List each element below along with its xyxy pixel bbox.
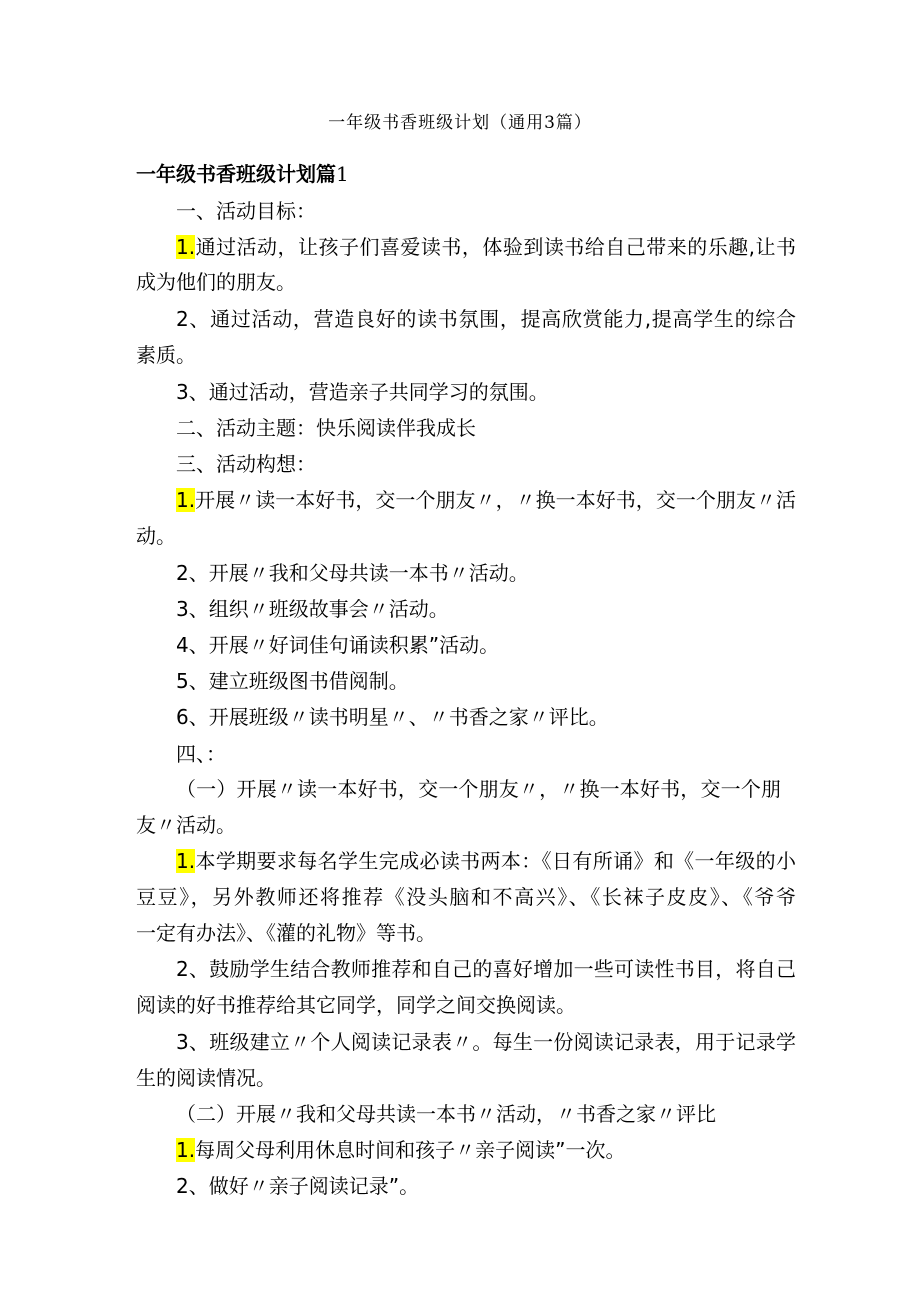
body-line-text: 4、开展〃好词佳句诵读积累”活动。 bbox=[176, 633, 500, 657]
body-line-text: 二、活动主题：快乐阅读伴我成长 bbox=[176, 416, 476, 440]
body-line bbox=[176, 560, 529, 586]
body-line-text: 本学期要求每名学生完成必读书两本：《日有所诵》和《一年级的小 bbox=[195, 849, 796, 873]
highlighted-list-number: 1. bbox=[176, 849, 196, 873]
body-line bbox=[136, 523, 176, 549]
body-line-text: 3、组织〃班级故事会〃活动。 bbox=[176, 597, 449, 621]
body-line-text: 一、活动目标： bbox=[176, 199, 316, 223]
body-line-text: 阅读的好书推荐给其它同学，同学之间交换阅读。 bbox=[136, 993, 576, 1017]
body-line bbox=[136, 269, 296, 295]
body-line-text: 三、活动构想： bbox=[176, 452, 316, 476]
body-line-text: 动。 bbox=[136, 524, 176, 548]
section-heading-text: 一年级书香班级计划篇 bbox=[136, 162, 336, 186]
body-line-text: 一定有办法》、《灌的礼物》等书。 bbox=[136, 921, 436, 945]
body-line bbox=[176, 1173, 419, 1199]
body-line bbox=[176, 704, 609, 730]
body-line bbox=[176, 1029, 796, 1055]
body-line-text: 友〃活动。 bbox=[136, 813, 236, 837]
highlighted-list-number: 1. bbox=[176, 1138, 196, 1162]
body-line bbox=[176, 632, 499, 658]
body-line-text: 素质。 bbox=[136, 343, 196, 367]
body-line bbox=[176, 198, 316, 224]
body-line bbox=[176, 1101, 716, 1127]
body-line bbox=[176, 668, 409, 694]
body-line bbox=[176, 415, 476, 441]
body-line bbox=[176, 956, 796, 982]
body-line-text: 2、通过活动，营造良好的读书氛围，提高欣赏能力,提高学生的综合 bbox=[176, 307, 796, 331]
body-line bbox=[136, 992, 576, 1018]
body-line bbox=[176, 741, 226, 767]
body-line bbox=[176, 596, 449, 622]
body-line-text: 豆豆》，另外教师还将推荐《没头脑和不高兴》、《长袜子皮皮》、《爷爷 bbox=[136, 885, 796, 909]
highlighted-list-number: 1. bbox=[176, 235, 196, 259]
body-line bbox=[176, 487, 796, 513]
body-line-text: （一）开展〃读一本好书，交一个朋友〃，〃换一本好书，交一个朋 bbox=[176, 777, 781, 801]
body-line bbox=[176, 306, 796, 332]
body-line-text: 3、通过活动，营造亲子共同学习的氛围。 bbox=[176, 380, 549, 404]
body-line-text: 通过活动，让孩子们喜爱读书，体验到读书给自己带来的乐趣,让书 bbox=[195, 235, 796, 259]
body-line-text: 开展〃读一本好书，交一个朋友〃，〃换一本好书，交一个朋友〃活 bbox=[195, 488, 796, 512]
body-line bbox=[176, 776, 781, 802]
body-line bbox=[136, 1065, 276, 1091]
body-line-text: 四、： bbox=[176, 742, 226, 766]
body-line-text: 2、做好〃亲子阅读记录”。 bbox=[176, 1174, 420, 1198]
body-line bbox=[136, 920, 436, 946]
body-line-text: 生的阅读情况。 bbox=[136, 1066, 276, 1090]
body-line-text: 每周父母利用休息时间和孩子〃亲子阅读”一次。 bbox=[195, 1138, 626, 1162]
body-line bbox=[136, 812, 236, 838]
body-line bbox=[176, 848, 796, 874]
body-line bbox=[176, 379, 549, 405]
section-number: 1 bbox=[336, 162, 349, 186]
section-heading bbox=[136, 158, 349, 187]
document-title: 一年级书香班级计划（通用3篇） bbox=[328, 113, 592, 133]
body-line-text: 2、鼓励学生结合教师推荐和自己的喜好增加一些可读性书目，将自己 bbox=[176, 957, 796, 981]
body-line-text: 2、开展〃我和父母共读一本书〃活动。 bbox=[176, 561, 529, 585]
body-line-text: 5、建立班级图书借阅制。 bbox=[176, 669, 409, 693]
body-line bbox=[136, 342, 196, 368]
body-line-text: 3、班级建立〃个人阅读记录表〃。每生一份阅读记录表，用于记录学 bbox=[176, 1030, 796, 1054]
highlighted-list-number: 1. bbox=[176, 488, 196, 512]
body-line bbox=[176, 234, 796, 260]
body-line bbox=[176, 451, 316, 477]
body-line-text: （二）开展〃我和父母共读一本书〃活动，〃书香之家〃评比 bbox=[176, 1102, 716, 1126]
body-line bbox=[176, 1137, 625, 1163]
body-line-text: 6、开展班级〃读书明星〃、〃书香之家〃评比。 bbox=[176, 705, 609, 729]
body-line bbox=[136, 884, 796, 910]
body-line-text: 成为他们的朋友。 bbox=[136, 270, 296, 294]
